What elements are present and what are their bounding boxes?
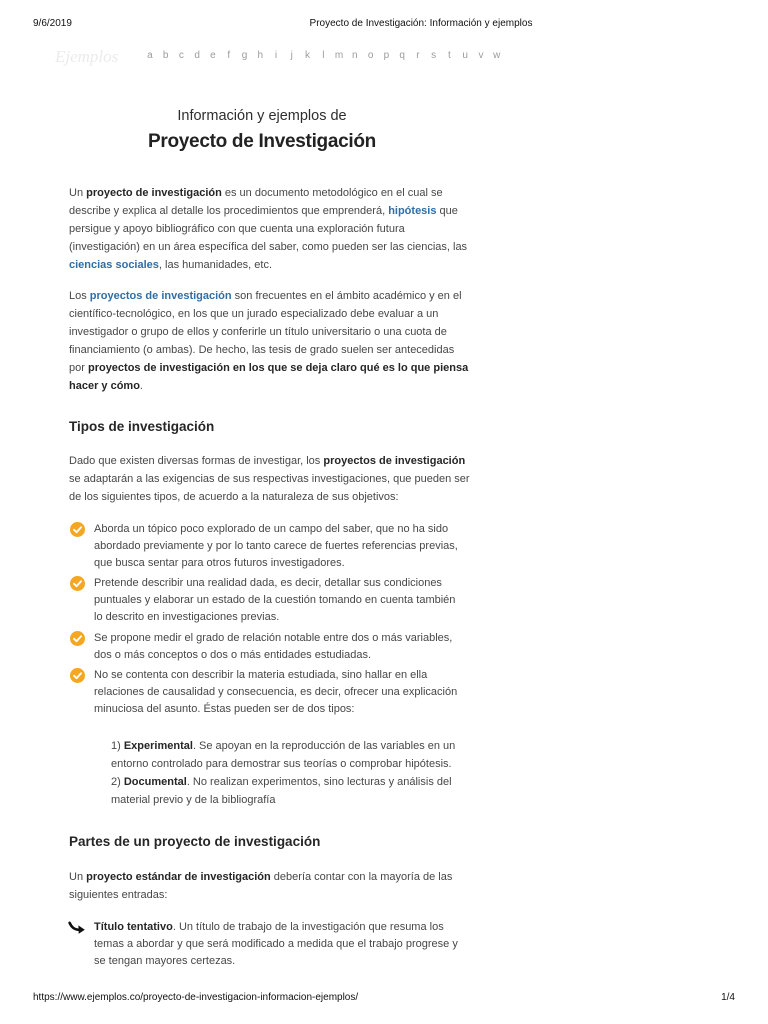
- alphabet-link-v[interactable]: v: [478, 50, 484, 61]
- list-item: [68, 919, 608, 979]
- text-run: , las humanidades, etc.: [158, 259, 273, 271]
- hero-kicker: Información y ejemplos de: [177, 108, 347, 124]
- subtypes-block: [111, 737, 611, 809]
- text-run: 2): [111, 776, 124, 788]
- alphabet-nav: [142, 49, 505, 63]
- alphabet-link-q[interactable]: q: [399, 50, 405, 61]
- print-page-title: Proyecto de Investigación: Información y ejemplos: [309, 18, 533, 29]
- section-heading-tipos: Tipos de investigación: [69, 419, 215, 434]
- alphabet-link-e[interactable]: e: [210, 50, 216, 61]
- intro-paragraph-1: [69, 184, 549, 274]
- list-item: [70, 521, 590, 581]
- list-item-text: [94, 575, 574, 626]
- alphabet-link-n[interactable]: n: [352, 50, 358, 61]
- bold-text: proyecto estándar de investigación: [86, 871, 271, 883]
- alphabet-link-j[interactable]: j: [290, 50, 293, 61]
- subtype-documental: [111, 773, 591, 809]
- hipotesis-link[interactable]: hipótesis: [388, 205, 437, 217]
- text-run: Aborda un tópico poco explorado de un campo del saber, que no ha sido abordado previamente y por lo tanto carece de fuertes referencias previas, que busca sentar para otros futuros investigadores.: [94, 523, 458, 569]
- text-run: debería contar con la mayoría de las siguientes entradas:: [69, 871, 453, 901]
- bold-text: Documental: [123, 776, 187, 788]
- list-item-text: [94, 919, 574, 970]
- alphabet-link-u[interactable]: u: [462, 50, 468, 61]
- bold-text: proyecto de investigación: [86, 187, 222, 199]
- print-date: 9/6/2019: [33, 18, 72, 29]
- text-run: .: [139, 380, 143, 392]
- page-title: Proyecto de Investigación: [148, 131, 376, 152]
- alphabet-link-t[interactable]: t: [448, 50, 451, 61]
- alphabet-link-l[interactable]: l: [322, 50, 325, 61]
- alphabet-link-s[interactable]: s: [431, 50, 437, 61]
- check-circle-icon: [70, 631, 85, 646]
- bold-text: Experimental: [123, 740, 193, 752]
- list-item-text: [94, 630, 574, 664]
- alphabet-link-g[interactable]: g: [241, 50, 248, 61]
- text-run: Pretende describir una realidad dada, es decir, detallar sus condiciones puntuales y elaborar un estado de la cuestión tomando en cuenta también lo descrito en investigaciones previas.: [94, 577, 456, 623]
- text-run: se adaptarán a las exigencias de sus respectivas investigaciones, que pueden ser de los siguientes tipos, de acuerdo a la naturaleza de sus objetivos:: [69, 473, 470, 503]
- text-run: Dado que existen diversas formas de investigar, los: [69, 455, 324, 467]
- alphabet-link-d[interactable]: d: [194, 50, 200, 61]
- alphabet-link-b[interactable]: b: [162, 50, 169, 61]
- text-run: . Un título de trabajo de la investigación que resuma los temas a abordar y que será modificado a medida que el trabajo progrese y se tengan mayores certezas.: [94, 921, 458, 967]
- section-heading-partes: Partes de un proyecto de investigación: [69, 834, 321, 849]
- text-run: . No realizan experimentos, sino lecturas y análisis del material previo y de la bibliografía: [111, 776, 452, 806]
- bold-text: Título tentativo: [94, 921, 173, 933]
- ciencias-sociales-link[interactable]: ciencias sociales: [69, 259, 159, 271]
- alphabet-link-k[interactable]: k: [305, 50, 311, 61]
- bold-text: proyectos de investigación: [323, 455, 466, 467]
- text-run: Se propone medir el grado de relación notable entre dos o más variables, dos o más conceptos o dos o más entidades estudiadas.: [94, 632, 453, 661]
- alphabet-link-w[interactable]: w: [493, 50, 501, 61]
- check-circle-icon: [70, 522, 85, 537]
- check-circle-icon: [70, 576, 85, 591]
- list-item: [70, 667, 590, 727]
- proyectos-de-investigacion-link[interactable]: proyectos de investigación: [89, 290, 232, 302]
- list-item-text: [94, 667, 574, 718]
- intro-paragraph-2: [69, 287, 549, 395]
- check-circle-icon: [70, 668, 85, 683]
- text-run: 1): [111, 740, 124, 752]
- alphabet-link-o[interactable]: o: [367, 50, 374, 61]
- text-run: No se contenta con describir la materia estudiada, sino hallar en ella relaciones de causalidad y consecuencia, es decir, ofrecer una explicación minuciosa del asunto. Éstas pueden ser de dos tipos:: [94, 669, 458, 715]
- print-page-number: 1/4: [721, 992, 735, 1003]
- text-run: . Se apoyan en la reproducción de las variables en un entorno controlado para demostrar sus teorías o comprobar hipótesis.: [111, 740, 456, 770]
- tipos-intro-paragraph: [69, 452, 549, 506]
- list-item-text: [94, 521, 574, 572]
- print-url: https://www.ejemplos.co/proyecto-de-investigacion-informacion-ejemplos/: [33, 992, 359, 1003]
- alphabet-link-a[interactable]: a: [147, 50, 153, 61]
- site-logo[interactable]: Ejemplos: [55, 47, 119, 66]
- text-run: Un: [69, 871, 87, 883]
- bold-text: proyectos de investigación en los que se deja claro qué es lo que piensa hacer y cómo: [69, 362, 469, 392]
- text-run: es un documento metodológico en el cual se describe y explica al detalle los procedimientos que emprenderá,: [69, 187, 443, 217]
- list-item: [70, 575, 590, 635]
- alphabet-link-i[interactable]: i: [274, 50, 278, 61]
- alphabet-link-m[interactable]: m: [334, 50, 344, 61]
- alphabet-link-c[interactable]: c: [178, 50, 184, 61]
- alphabet-link-r[interactable]: r: [416, 50, 420, 61]
- partes-intro-paragraph: [69, 868, 549, 904]
- text-run: son frecuentes en el ámbito académico y en el científico-tecnológico, en los que un jurado especializado debe evaluar a un investigador o grupo de ellos y conferirle un título universitario o una cuota de financiamiento (o ambas). De hecho, las tesis de grado suelen ser antecedidas por: [69, 290, 462, 374]
- alphabet-link-h[interactable]: h: [257, 50, 264, 61]
- text-run: Un: [69, 187, 87, 199]
- subtype-experimental: [111, 737, 591, 773]
- alphabet-link-f[interactable]: f: [227, 50, 231, 61]
- text-run: Los: [69, 290, 90, 302]
- alphabet-link-p[interactable]: p: [383, 50, 390, 61]
- curved-arrow-icon: [68, 921, 86, 935]
- text-run: que persigue y apoyo bibliográfico con que cuenta una exploración futura (investigación) en un área específica del saber, como pueden ser las ciencias, las: [69, 205, 468, 253]
